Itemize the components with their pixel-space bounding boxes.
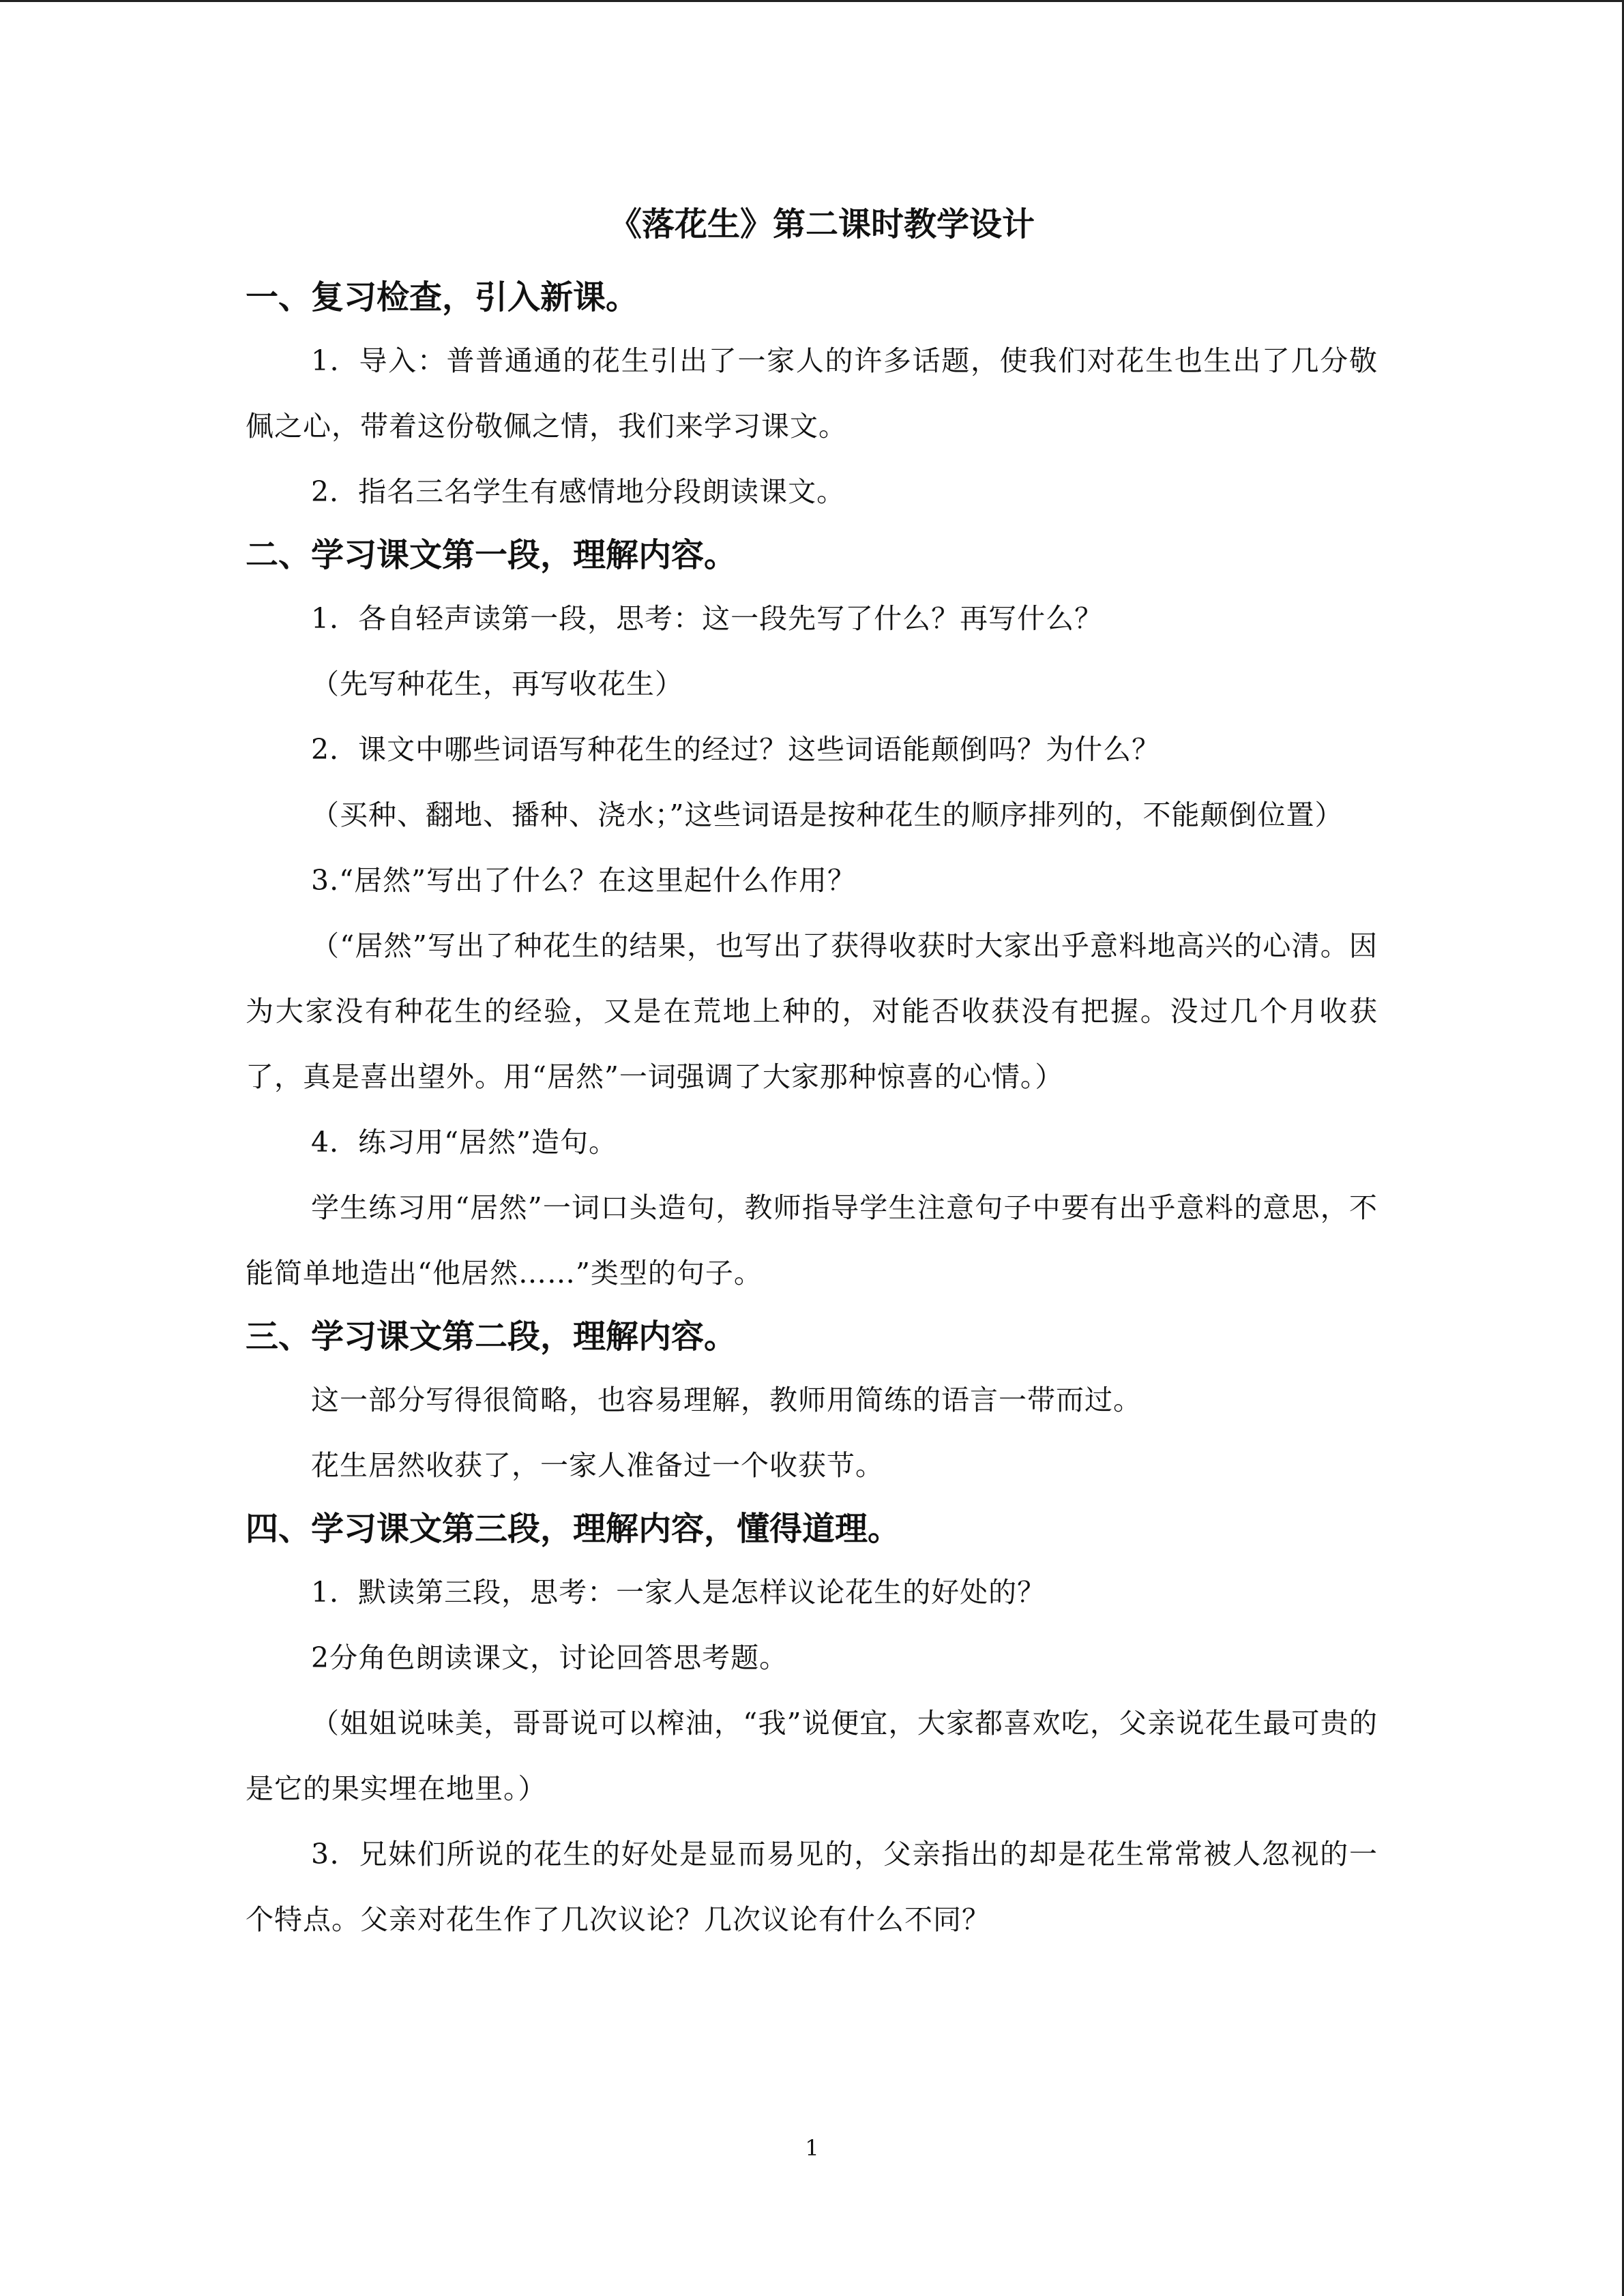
paragraph: （“居然”写出了种花生的结果，也写出了获得收获时大家出乎意料地高兴的心清。因为大家没有种花生的经验，又是在荒地上种的，对能否收获没有把握。没过几个月收获了，真是喜出望外。用“居然”一词强调了大家那种惊喜的心情。） [246, 929, 1378, 1093]
paragraph: 1．默读第三段，思考：一家人是怎样议论花生的好处的？ [311, 1576, 1046, 1609]
paragraph: 2分角色朗读课文，讨论回答思考题。 [311, 1641, 788, 1674]
paragraph: （先写种花生，再写收花生） [311, 668, 683, 700]
paragraph: 1．导入：普普通通的花生引出了一家人的许多话题，使我们对花生也生出了几分敬佩之心，带着这份敬佩之情，我们来学习课文。 [246, 344, 1378, 443]
paragraph: （买种、翻地、播种、浇水；”这些词语是按种花生的顺序排列的，不能颠倒位置） [311, 799, 1344, 831]
paragraph: 4．练习用“居然”造句。 [311, 1126, 618, 1159]
paragraph: 学生练习用“居然”一词口头造句，教师指导学生注意句子中要有出乎意料的意思，不能简单地造出“他居然……”类型的句子。 [246, 1191, 1378, 1289]
paragraph: 3.“居然”写出了什么？在这里起什么作用？ [311, 864, 857, 897]
paragraph: （姐姐说味美，哥哥说可以榨油，“我”说便宜，大家都喜欢吃，父亲说花生最可贵的是它的果实埋在地里。） [246, 1707, 1378, 1805]
page-number: 1 [805, 2135, 819, 2161]
section-review [246, 267, 1378, 524]
paragraph: 花生居然收获了，一家人准备过一个收获节。 [311, 1449, 884, 1482]
section-heading: 一、复习检查，引入新课。 [246, 278, 639, 316]
section-heading: 四、学习课文第三段，理解内容，懂得道理。 [246, 1510, 901, 1548]
document-body [246, 197, 1378, 1952]
paragraph: 这一部分写得很简略，也容易理解，教师用简练的语言一带而过。 [311, 1384, 1142, 1416]
paragraph: 2．指名三名学生有感情地分段朗读课文。 [311, 475, 846, 508]
document-title: 《落花生》第二课时教学设计 [608, 205, 1035, 243]
section-third-part [246, 1498, 1378, 1952]
section-heading: 三、学习课文第二段，理解内容。 [246, 1317, 737, 1356]
paragraph: 2．课文中哪些词语写种花生的经过？这些词语能颠倒吗？为什么？ [311, 733, 1161, 766]
section-first-part [246, 524, 1378, 1306]
paragraph: 3．兄妹们所说的花生的好处是显而易见的，父亲指出的却是花生常常被人忽视的一个特点。父亲对花生作了几次议论？几次议论有什么不同？ [246, 1838, 1378, 1936]
paragraph: 1．各自轻声读第一段，思考：这一段先写了什么？再写什么？ [311, 602, 1104, 635]
section-second-part [246, 1306, 1378, 1498]
section-heading: 二、学习课文第一段，理解内容。 [246, 536, 737, 574]
